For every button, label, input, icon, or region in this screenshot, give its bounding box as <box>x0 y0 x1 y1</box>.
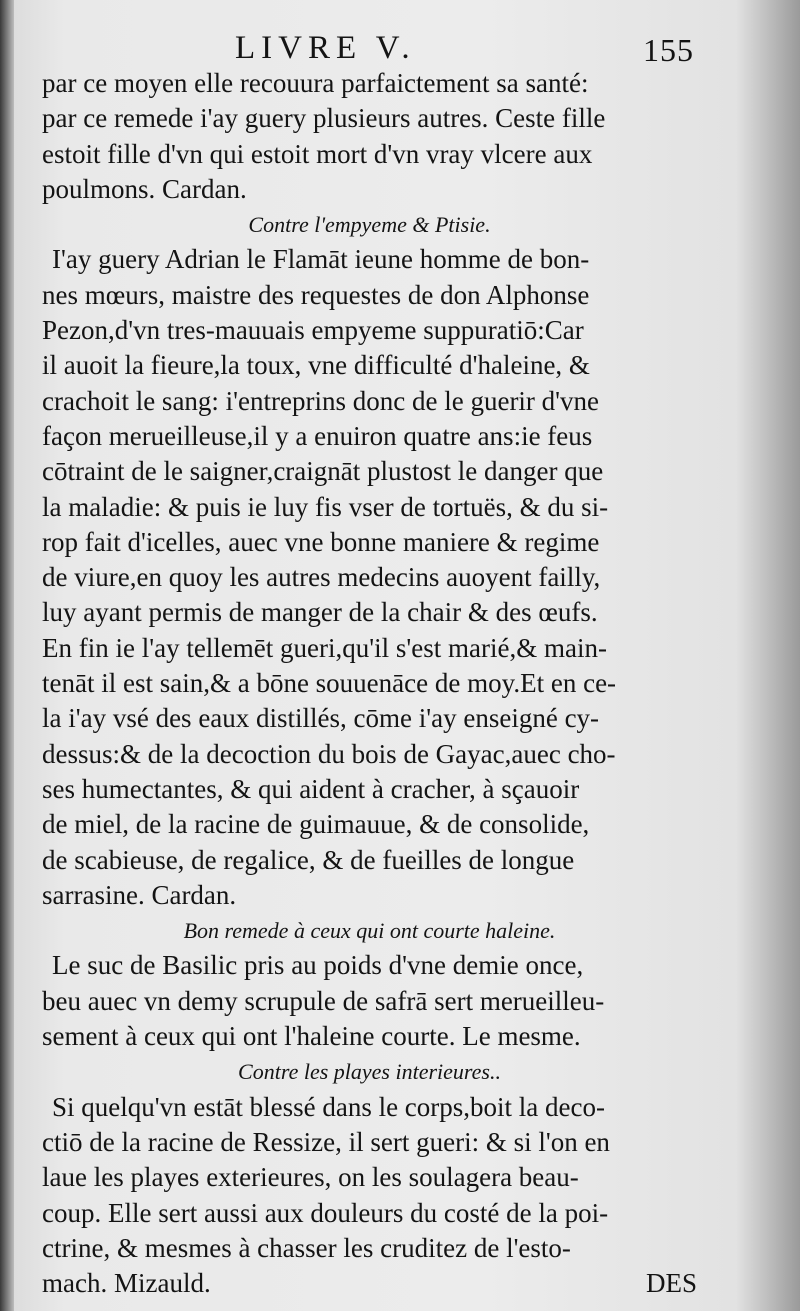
page-header <box>40 30 694 70</box>
body-text <box>42 66 697 1301</box>
section-heading-haleine: Bon remede à ceux qui ont courte haleine. <box>183 918 556 944</box>
text-line: rop fait d'icelles, auec vne bonne maniere & regime <box>42 526 600 557</box>
text-line: sarrasine. Cardan. <box>42 879 237 910</box>
text-line: par ce moyen elle recouura parfaictement sa santé: <box>42 68 589 98</box>
text-line: poulmons. Cardan. <box>42 173 247 204</box>
catchword: DES <box>645 1268 697 1299</box>
book-spine-shadow <box>0 0 14 1311</box>
text-line: il auoit la fieure,la toux, vne difficulté d'haleine, & <box>42 350 590 381</box>
text-line: la maladie: & puis ie luy fis vser de tortuës, & du si- <box>42 491 609 522</box>
text-line: la i'ay vsé des eaux distillés, cōme i'ay enseigné cy- <box>42 703 600 734</box>
text-line: dessus:& de la decoction du bois de Gayac,auec cho- <box>42 738 616 769</box>
text-line: nes mœurs, maistre des requestes de don Alphonse <box>42 279 590 310</box>
text-line: par ce remede i'ay guery plusieurs autres. Ceste fille <box>42 103 606 134</box>
text-line: ses humectantes, & qui aident à cracher, à sçauoir <box>42 773 580 804</box>
running-title: LIVRE V. <box>235 30 416 66</box>
text-line: En fin ie l'ay tellemēt gueri,qu'il s'est marié,& main- <box>42 632 607 663</box>
text-line: de viure,en quoy les autres medecins auoyent failly, <box>42 562 601 593</box>
text-line: ctiō de la racine de Ressize, il sert gueri: & si l'on en <box>42 1126 610 1157</box>
page-number: 155 <box>643 32 694 68</box>
text-line: tenāt il est sain,& a bōne souuenāce de moy.Et en ce- <box>42 668 617 699</box>
text-line: Si quelqu'vn estāt blessé dans le corps,boit la deco- <box>52 1091 605 1122</box>
text-line: coup. Elle sert aussi aux douleurs du costé de la poi- <box>42 1197 609 1228</box>
text-line: de scabieuse, de regalice, & de fueilles de longue <box>42 844 575 875</box>
text-line: crachoit le sang: i'entreprins donc de le guerir d'vne <box>42 385 600 416</box>
text-line: beu auec vn demy scrupule de safrā sert merueilleu- <box>42 985 605 1016</box>
text-line: luy ayant permis de manger de la chair & des œufs. <box>42 597 598 628</box>
text-line: Pezon,d'vn tres-mauuais empyeme suppuratiō:Car <box>42 315 584 346</box>
text-line: cōtraint de le saigner,craignāt plustost le danger que <box>42 456 604 487</box>
section-heading-playes: Contre les playes interieures.. <box>238 1059 501 1085</box>
text-line: laue les playes exterieures, on les soulagera beau- <box>42 1162 579 1193</box>
text-line: façon merueilleuse,il y a enuiron quatre ans:ie feus <box>42 420 593 451</box>
text-line-final: mach. Mizauld. <box>42 1268 211 1299</box>
text-line: ctrine, & mesmes à chasser les cruditez de l'esto- <box>42 1232 571 1263</box>
text-line: sement à ceux qui ont l'haleine courte. Le mesme. <box>42 1021 581 1052</box>
text-line: I'ay guery Adrian le Flamāt ieune homme de bon- <box>52 244 590 275</box>
text-line: Le suc de Basilic pris au poids d'vne demie once, <box>52 950 584 981</box>
text-line: de miel, de la racine de guimauue, & de consolide, <box>42 809 590 840</box>
last-text-line <box>42 1266 697 1301</box>
text-line: estoit fille d'vn qui estoit mort d'vn vray vlcere aux <box>42 138 593 169</box>
section-heading-empyeme: Contre l'empyeme & Ptisie. <box>248 212 491 238</box>
